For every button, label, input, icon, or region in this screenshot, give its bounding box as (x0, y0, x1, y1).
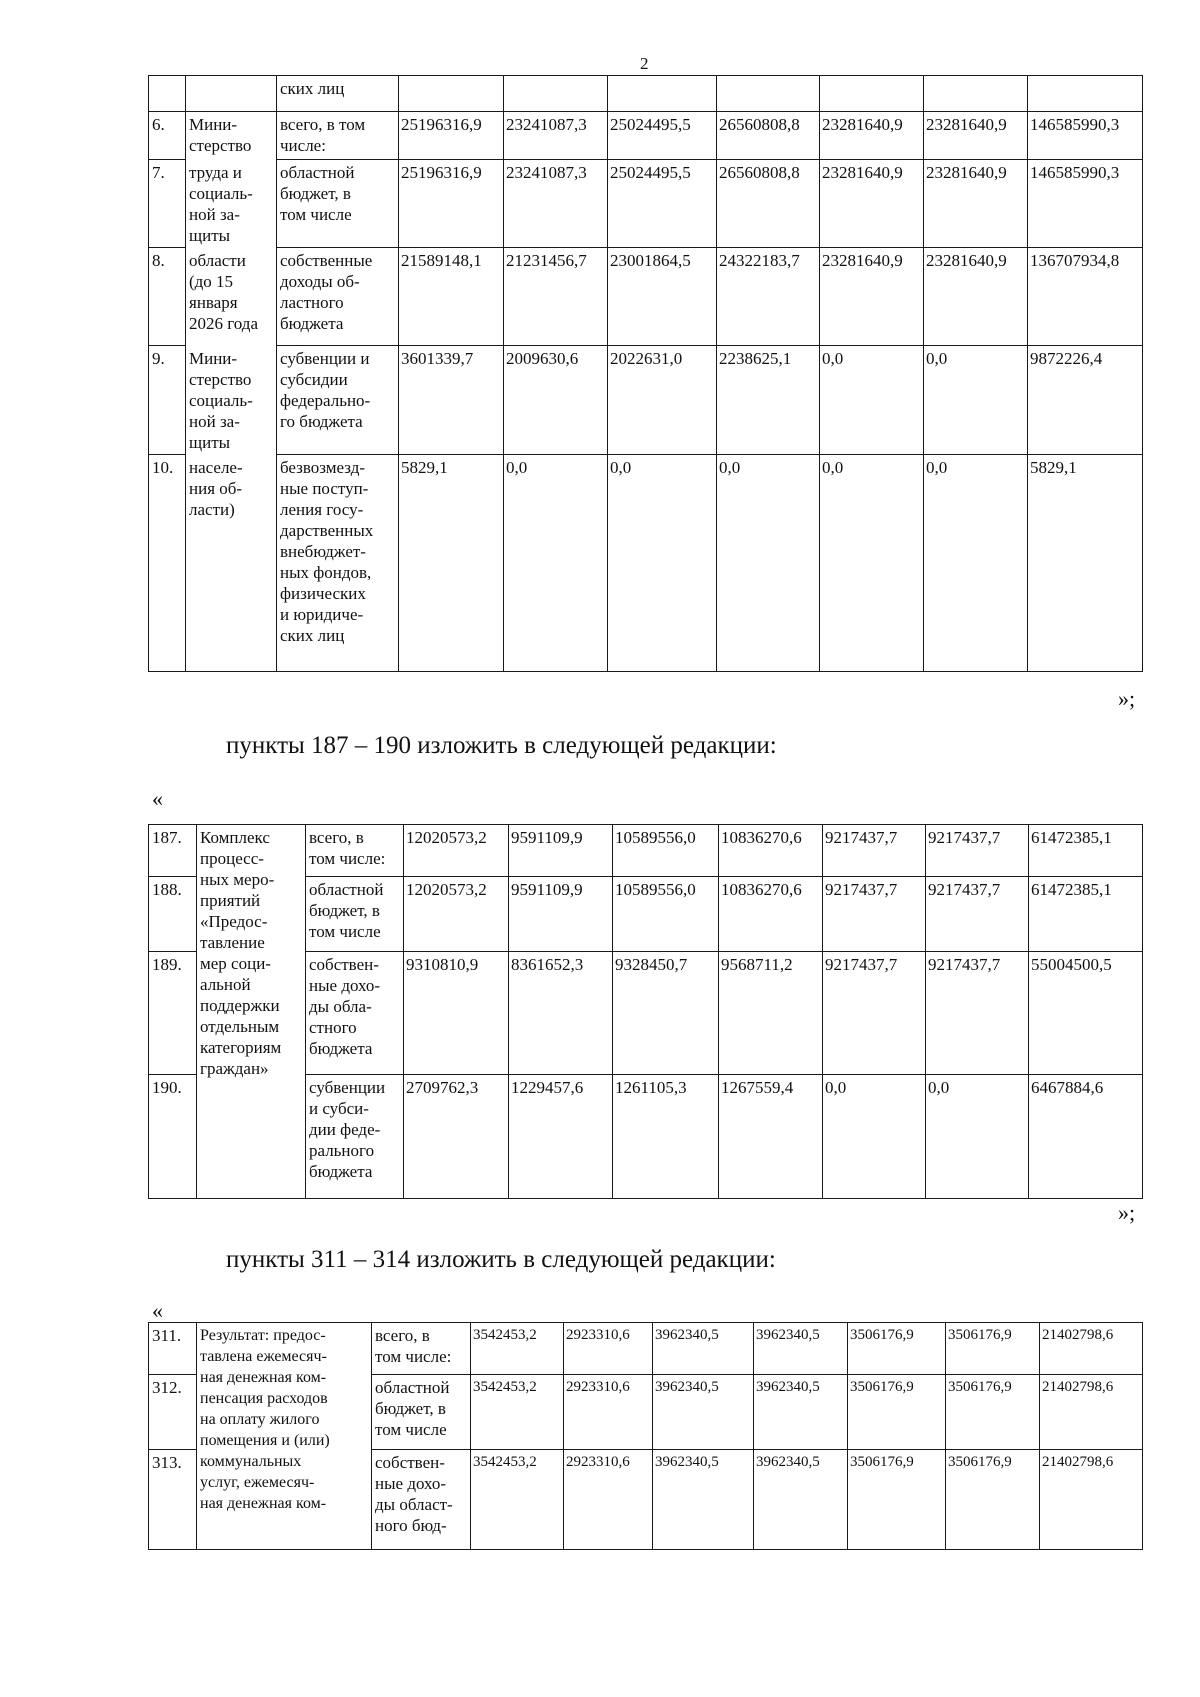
value-cell: 0,0 (924, 455, 1028, 672)
table-row (149, 112, 1143, 160)
value-cell: 25024495,5 (608, 160, 717, 248)
value-cell: 3962340,5 (653, 1375, 754, 1450)
budget-table-rows-311-313 (148, 1322, 1143, 1550)
org-name-part: области (до 15 января 2026 года (186, 248, 277, 346)
budget-table-rows-187-190 (148, 824, 1143, 1199)
value-cell: 0,0 (823, 1075, 926, 1199)
table-row (149, 248, 1143, 346)
org-name-part: Мини- стерство (186, 112, 277, 160)
value-cell: 146585990,3 (1028, 160, 1143, 248)
table-row (149, 160, 1143, 248)
table-cell (608, 76, 717, 112)
row-description: всего, в том числе: (306, 825, 404, 877)
value-cell: 9328450,7 (613, 952, 719, 1075)
value-cell: 146585990,3 (1028, 112, 1143, 160)
value-cell: 0,0 (717, 455, 820, 672)
value-cell: 25196316,9 (399, 160, 504, 248)
value-cell: 3962340,5 (754, 1450, 848, 1550)
row-description: собствен- ные дохо- ды област- ного бюд- (372, 1450, 471, 1550)
value-cell: 10836270,6 (719, 825, 823, 877)
budget-table-rows-6-10 (148, 75, 1143, 672)
row-number: 311. (149, 1323, 197, 1375)
value-cell: 1261105,3 (613, 1075, 719, 1199)
program-name: Комплекс процесс- ных меро- приятий «Предос- тавление мер соци- альной поддержки отдельным категориям граждан» (197, 825, 306, 1199)
value-cell: 3506176,9 (946, 1450, 1040, 1550)
table-row (149, 1323, 1143, 1375)
value-cell: 23241087,3 (504, 160, 608, 248)
value-cell: 23281640,9 (820, 248, 924, 346)
value-cell: 9591109,9 (509, 825, 613, 877)
value-cell: 2022631,0 (608, 346, 717, 455)
value-cell: 1267559,4 (719, 1075, 823, 1199)
row-description: субвенции и субси- дии феде- рального бюджета (306, 1075, 404, 1199)
page-number: 2 (640, 54, 649, 73)
value-cell: 9872226,4 (1028, 346, 1143, 455)
table-cell (186, 76, 277, 112)
value-cell: 0,0 (926, 1075, 1029, 1199)
value-cell: 23281640,9 (924, 112, 1028, 160)
value-cell: 0,0 (820, 455, 924, 672)
value-cell: 3506176,9 (946, 1375, 1040, 1450)
value-cell: 23281640,9 (820, 160, 924, 248)
value-cell: 5829,1 (1028, 455, 1143, 672)
row-description: всего, в том числе: (277, 112, 399, 160)
row-number: 313. (149, 1450, 197, 1550)
row-description: областной бюджет, в том числе (372, 1375, 471, 1450)
value-cell: 0,0 (924, 346, 1028, 455)
value-cell: 10589556,0 (613, 877, 719, 952)
value-cell: 3506176,9 (946, 1323, 1040, 1375)
row-description: областной бюджет, в том числе (277, 160, 399, 248)
table-cell (149, 76, 186, 112)
table-cell (504, 76, 608, 112)
value-cell: 2009630,6 (504, 346, 608, 455)
value-cell: 26560808,8 (717, 112, 820, 160)
row-number: 8. (149, 248, 186, 346)
value-cell: 23241087,3 (504, 112, 608, 160)
org-name-part: Мини- стерство социаль- ной за- щиты (186, 346, 277, 455)
row-number: 10. (149, 455, 186, 672)
value-cell: 9217437,7 (926, 877, 1029, 952)
row-number: 9. (149, 346, 186, 455)
section-heading: пункты 311 – 314 изложить в следующей редакции: (226, 1246, 776, 1273)
value-cell: 6467884,6 (1029, 1075, 1143, 1199)
value-cell: 24322183,7 (717, 248, 820, 346)
row-number: 7. (149, 160, 186, 248)
value-cell: 21402798,6 (1040, 1323, 1143, 1375)
opening-quote-mark: « (152, 786, 163, 811)
table-cell (820, 76, 924, 112)
table-row (149, 455, 1143, 672)
row-number: 189. (149, 952, 197, 1075)
value-cell: 23281640,9 (820, 112, 924, 160)
value-cell: 3506176,9 (848, 1450, 946, 1550)
table-cell (1028, 76, 1143, 112)
value-cell: 2923310,6 (564, 1323, 653, 1375)
value-cell: 0,0 (504, 455, 608, 672)
value-cell: 3506176,9 (848, 1375, 946, 1450)
value-cell: 12020573,2 (404, 877, 509, 952)
table-row (149, 825, 1143, 877)
value-cell: 25196316,9 (399, 112, 504, 160)
value-cell: 3962340,5 (653, 1323, 754, 1375)
value-cell: 25024495,5 (608, 112, 717, 160)
value-cell: 5829,1 (399, 455, 504, 672)
row-description: всего, в том числе: (372, 1323, 471, 1375)
row-description: ских лиц (277, 76, 399, 112)
value-cell: 9217437,7 (823, 877, 926, 952)
value-cell: 61472385,1 (1029, 825, 1143, 877)
row-number: 188. (149, 877, 197, 952)
table-cell (717, 76, 820, 112)
value-cell: 2923310,6 (564, 1375, 653, 1450)
result-description: Результат: предос- тавлена ежемесяч- ная денежная ком- пенсация расходов на оплату жилого помещения и (или) коммунальных услуг, ежемесяч- ная денежная ком- (197, 1323, 372, 1550)
value-cell: 3962340,5 (754, 1323, 848, 1375)
value-cell: 0,0 (608, 455, 717, 672)
value-cell: 2923310,6 (564, 1450, 653, 1550)
row-number: 190. (149, 1075, 197, 1199)
value-cell: 10836270,6 (719, 877, 823, 952)
value-cell: 3962340,5 (653, 1450, 754, 1550)
table-row (149, 76, 1143, 112)
value-cell: 9591109,9 (509, 877, 613, 952)
closing-quote-mark: »; (1118, 1200, 1136, 1225)
value-cell: 21402798,6 (1040, 1375, 1143, 1450)
opening-quote-mark: « (152, 1298, 163, 1323)
closing-quote-mark: »; (1118, 686, 1136, 711)
value-cell: 2238625,1 (717, 346, 820, 455)
value-cell: 136707934,8 (1028, 248, 1143, 346)
value-cell: 23001864,5 (608, 248, 717, 346)
value-cell: 3506176,9 (848, 1323, 946, 1375)
value-cell: 21402798,6 (1040, 1450, 1143, 1550)
table-cell (924, 76, 1028, 112)
row-description: субвенции и субсидии федерально- го бюджета (277, 346, 399, 455)
value-cell: 21231456,7 (504, 248, 608, 346)
value-cell: 3542453,2 (471, 1375, 564, 1450)
value-cell: 9217437,7 (926, 825, 1029, 877)
row-description: собственные доходы об- ластного бюджета (277, 248, 399, 346)
value-cell: 9217437,7 (823, 825, 926, 877)
value-cell: 1229457,6 (509, 1075, 613, 1199)
row-description: безвозмезд- ные поступ- ления госу- дарственных внебюджет- ных фондов, физических и юридиче- ских лиц (277, 455, 399, 672)
value-cell: 26560808,8 (717, 160, 820, 248)
value-cell: 9217437,7 (823, 952, 926, 1075)
value-cell: 55004500,5 (1029, 952, 1143, 1075)
row-description: собствен- ные дохо- ды обла- стного бюджета (306, 952, 404, 1075)
table-cell (399, 76, 504, 112)
value-cell: 0,0 (820, 346, 924, 455)
org-name-part: населе- ния об- ласти) (186, 455, 277, 672)
value-cell: 9568711,2 (719, 952, 823, 1075)
value-cell: 21589148,1 (399, 248, 504, 346)
org-name-part: труда и социаль- ной за- щиты (186, 160, 277, 248)
value-cell: 3542453,2 (471, 1450, 564, 1550)
table-row (149, 346, 1143, 455)
value-cell: 61472385,1 (1029, 877, 1143, 952)
row-number: 312. (149, 1375, 197, 1450)
value-cell: 8361652,3 (509, 952, 613, 1075)
value-cell: 9217437,7 (926, 952, 1029, 1075)
value-cell: 3542453,2 (471, 1323, 564, 1375)
value-cell: 12020573,2 (404, 825, 509, 877)
row-number: 187. (149, 825, 197, 877)
row-number: 6. (149, 112, 186, 160)
value-cell: 23281640,9 (924, 248, 1028, 346)
value-cell: 3601339,7 (399, 346, 504, 455)
value-cell: 23281640,9 (924, 160, 1028, 248)
value-cell: 10589556,0 (613, 825, 719, 877)
row-description: областной бюджет, в том числе (306, 877, 404, 952)
value-cell: 9310810,9 (404, 952, 509, 1075)
value-cell: 3962340,5 (754, 1375, 848, 1450)
value-cell: 2709762,3 (404, 1075, 509, 1199)
section-heading: пункты 187 – 190 изложить в следующей редакции: (226, 732, 777, 759)
